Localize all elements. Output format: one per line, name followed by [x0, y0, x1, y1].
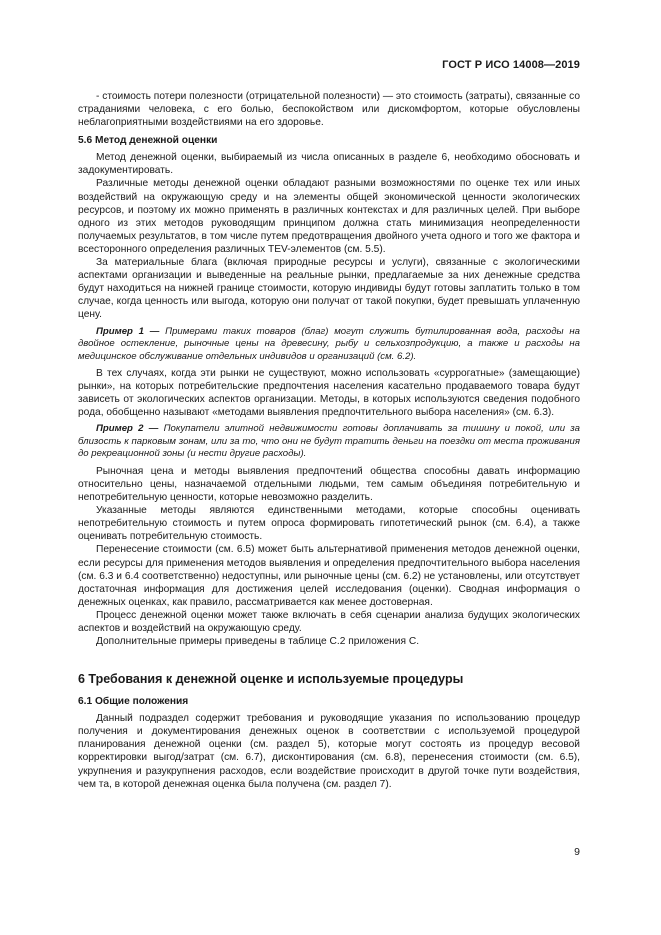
paragraph: Различные методы денежной оценки обладают разными возможностями по оценке тех или иных воздействий на окружающую среду и на элементы общей экономической ценности экологических ресурсов, и поэтому их можно применять в различных контекстах и для различных целей. При выборе одного из этих методов руководящим принципом должна стать минимизация неопределенности получаемых результатов, в том числе путем предотвращения двойного учета одного и того же фактора и всесторонного определения различных TEV-элементов (см. 5.5). — [78, 178, 580, 255]
paragraph: Данный подраздел содержит требования и руководящие указания по использованию процедур получения и документирования денежных оценок в соответствии с используемой процедурой планирования денежной оценки (см. раздел 5), которые могут состоять из процедур весовой корректировки выгод/затрат (см. 6.7), дисконтирования (см. 6.8), перенесения стоимости (см. 6.5), укрупнения и разукрупнения расходов, если воздействие происходит в другой точке пути воздействия, чем та, в которой денежная оценка была получена (см. раздел 7). — [78, 713, 580, 790]
section-heading-6: 6 Требования к денежной оценке и используемые процедуры — [78, 672, 464, 687]
example-text: Покупатели элитной недвижимости готовы доплачивать за тишину и покой, или за близость к парковым зонам, или за то, что они не будут тратить деньги на поездки от места проживания до рекреационной зоны (и нести другие расходы). — [78, 423, 580, 460]
document-header: ГОСТ Р ИСО 14008—2019 — [442, 59, 580, 71]
paragraph: В тех случаях, когда эти рынки не существуют, можно использовать «суррогатные» (замещающие) рынки», на которых потребительские предпочтения населения касательно продаваемого товара будут зависеть от экологических аспектов организации. Методы, в которых используются сведения подобного рода, обобщенно называют «методами выявления предпочтительного выбора населения» (см. 6.3). — [78, 368, 580, 419]
paragraph: Перенесение стоимости (см. 6.5) может быть альтернативой применения методов денежной оценки, если ресурсы для применения методов выявления и определения предпочтительного выбора населения (см. 6.3 и 6.4 соответственно) недоступны, или рыночные цены (см. 6.2) не установлены, или отсутствует достаточная информация для достижения целей исследования (оценки). Сводная информация о денежных оценках, как правило, рассматривается как менее достоверная. — [78, 544, 580, 608]
paragraph: Процесс денежной оценки может также включать в себя сценарии анализа будущих экологических аспектов и воздействий на окружающую среду. — [78, 609, 580, 634]
section-heading-6-1: 6.1 Общие положения — [78, 696, 189, 708]
example-1 — [78, 326, 580, 364]
page-number: 9 — [574, 846, 580, 858]
example-text: Примерами таких товаров (благ) могут служить бутилированная вода, расходы на двойное остекление, рыночные цены на древесину, рыбу и сельхозпродукцию, а также и расходы на медицинское обслуживание отдельных индивидов и организаций (см. 6.2). — [78, 325, 580, 362]
paragraph: Метод денежной оценки, выбираемый из числа описанных в разделе 6, необходимо обосновать и задокументировать. — [78, 152, 580, 177]
paragraph: Дополнительные примеры приведены в таблице С.2 приложения С. — [96, 636, 420, 648]
example-label: Пример 2 — — [96, 423, 159, 435]
paragraph: За материальные блага (включая природные ресурсы и услуги), связанные с экологическими аспектами организации и выведенные на реальные рынки, предлагаемые за них денежные средства будут находиться на нижней границе стоимости, которую индивиды будут готовы заплатить только в том случае, когда ценность или выгода, которую они получат от такой покупки, будет превышать уплаченную цену. — [78, 257, 580, 321]
example-2 — [78, 423, 580, 461]
example-label: Пример 1 — — [96, 325, 160, 337]
paragraph: Указанные методы являются единственными методами, которые способны оценивать непотребительную стоимость и путем опроса формировать гипотетический рынок (см. 6.4), а также оценивать потребительную стоимость. — [78, 505, 580, 543]
paragraph: - стоимость потери полезности (отрицательной полезности) — это стоимость (затраты), связанные со страданиями человека, с его болью, беспокойством или дискомфортом, которые обусловлены неблагоприятными воздействиями на его здоровье. — [78, 91, 580, 129]
paragraph: Рыночная цена и методы выявления предпочтений общества способны давать информацию относительно цены, назначаемой отдельными людьми, тем самым объединяя потребительную и непотребительную ценности, которые невозможно разделить. — [78, 465, 580, 504]
section-heading-5-6: 5.6 Метод денежной оценки — [78, 135, 218, 147]
page-content — [78, 90, 580, 791]
